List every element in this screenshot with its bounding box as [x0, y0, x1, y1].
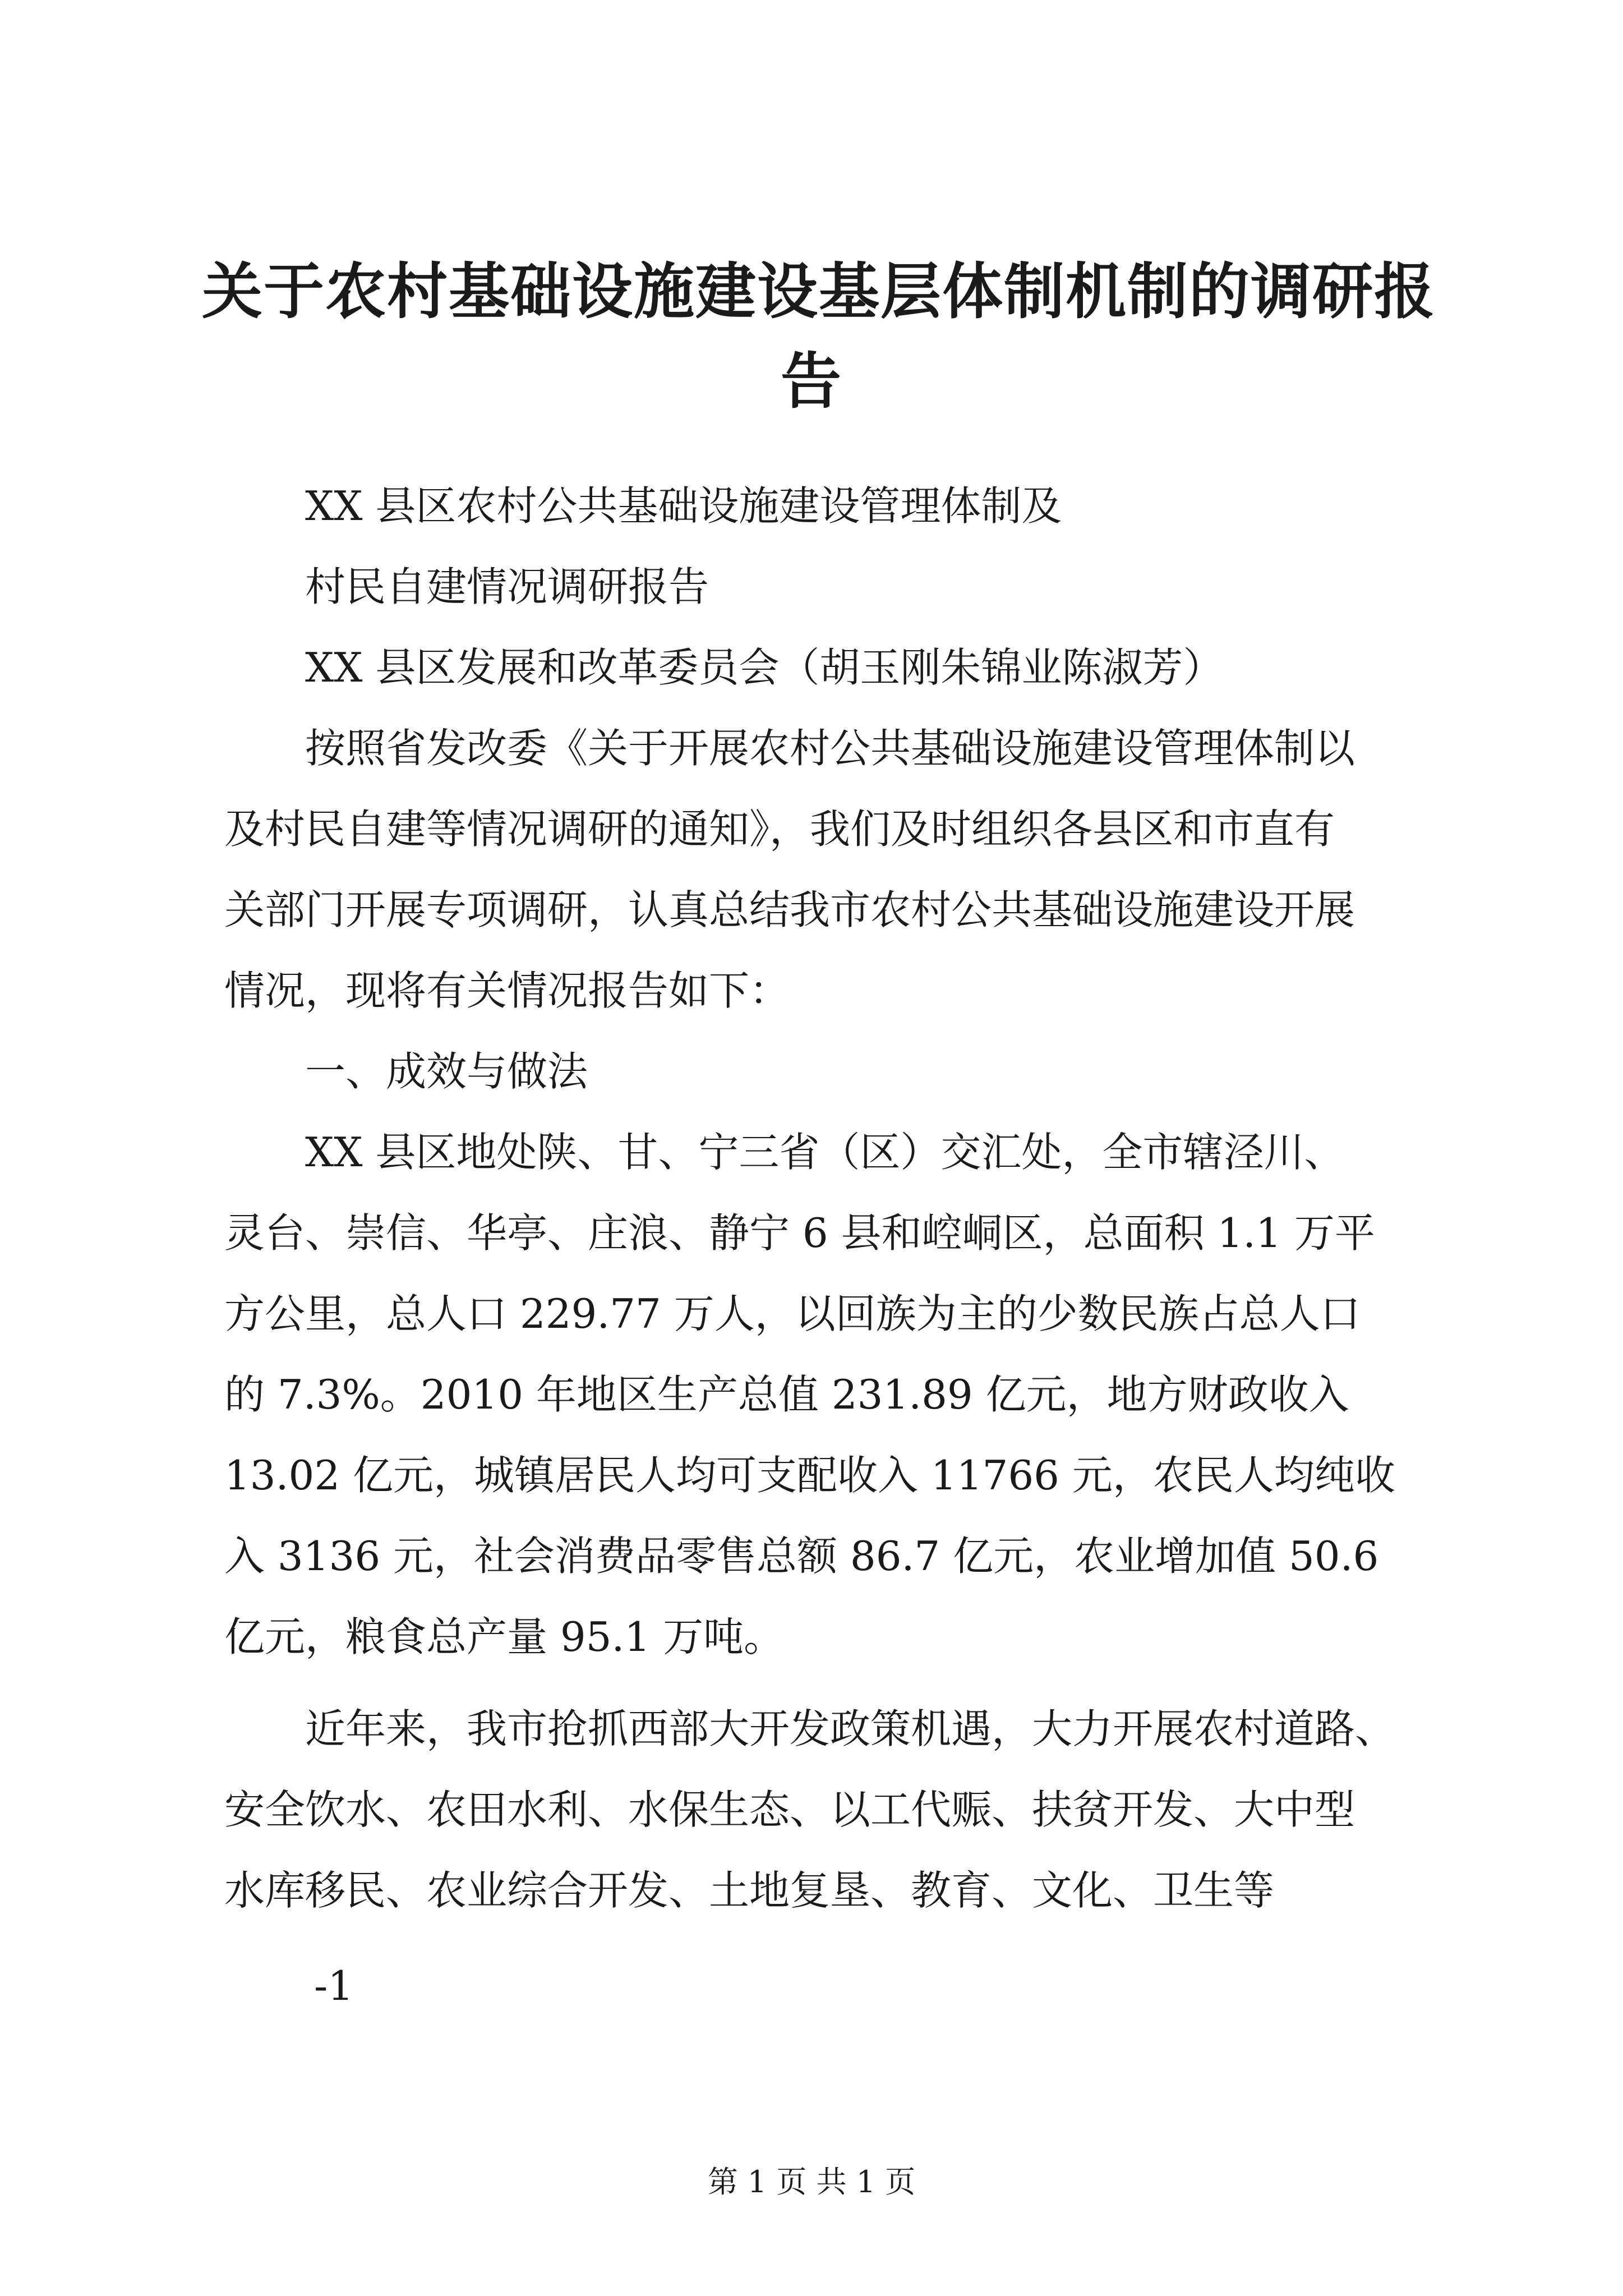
- paragraph-line: 入 3136 元，社会消费品零售总额 86.7 亿元，农业增加值 50.6: [224, 1533, 1379, 1580]
- paragraph-line: XX 县区地处陕、甘、宁三省（区）交汇处，全市辖泾川、: [305, 1129, 1345, 1176]
- paragraph-line: 按照省发改委《关于开展农村公共基础设施建设管理体制以: [305, 725, 1355, 772]
- title-line: 关于农村基础设施建设基层体制机制的调研报: [202, 256, 1436, 327]
- author-line: XX 县区发展和改革委员会（胡玉刚朱锦业陈淑芳）: [305, 644, 1224, 691]
- paragraph-line: 方公里，总人口 229.77 万人，以回族为主的少数民族占总人口: [224, 1290, 1361, 1337]
- section-heading: 一、成效与做法: [305, 1048, 588, 1095]
- document-body: [224, 466, 1430, 1931]
- paragraph-line: 13.02 亿元，城镇居民人均可支配收入 11766 元，农民人均纯收: [224, 1452, 1395, 1499]
- paragraph-line: 灵台、崇信、华亭、庄浪、静宁 6 县和崆峒区，总面积 1.1 万平: [224, 1209, 1375, 1257]
- paragraph-line: 关部门开展专项调研，认真总结我市农村公共基础设施建设开展: [224, 886, 1355, 933]
- paragraph-line: 近年来，我市抢抓西部大开发政策机遇，大力开展农村道路、: [305, 1705, 1396, 1752]
- paragraph-line: 亿元，粮食总产量 95.1 万吨。: [224, 1613, 785, 1660]
- page-marker: -1: [314, 1962, 354, 2009]
- paragraph-line: 的 7.3%。2010 年地区生产总值 231.89 亿元，地方财政收入: [224, 1371, 1349, 1418]
- subtitle-line: XX 县区农村公共基础设施建设管理体制及: [305, 482, 1062, 530]
- paragraph-line: 安全饮水、农田水利、水保生态、以工代赈、扶贫开发、大中型: [224, 1786, 1355, 1833]
- subtitle-line: 村民自建情况调研报告: [305, 563, 709, 610]
- paragraph-line: 情况，现将有关情况报告如下：: [224, 967, 790, 1014]
- paragraph-line: 及村民自建等情况调研的通知》，我们及时组织各县区和市直有: [224, 806, 1335, 853]
- page-footer: 第 1 页 共 1 页: [707, 2164, 916, 2200]
- title-line: 告: [780, 346, 842, 417]
- document-title: [202, 247, 1436, 426]
- paragraph-line: 水库移民、农业综合开发、土地复垦、教育、文化、卫生等: [224, 1867, 1275, 1914]
